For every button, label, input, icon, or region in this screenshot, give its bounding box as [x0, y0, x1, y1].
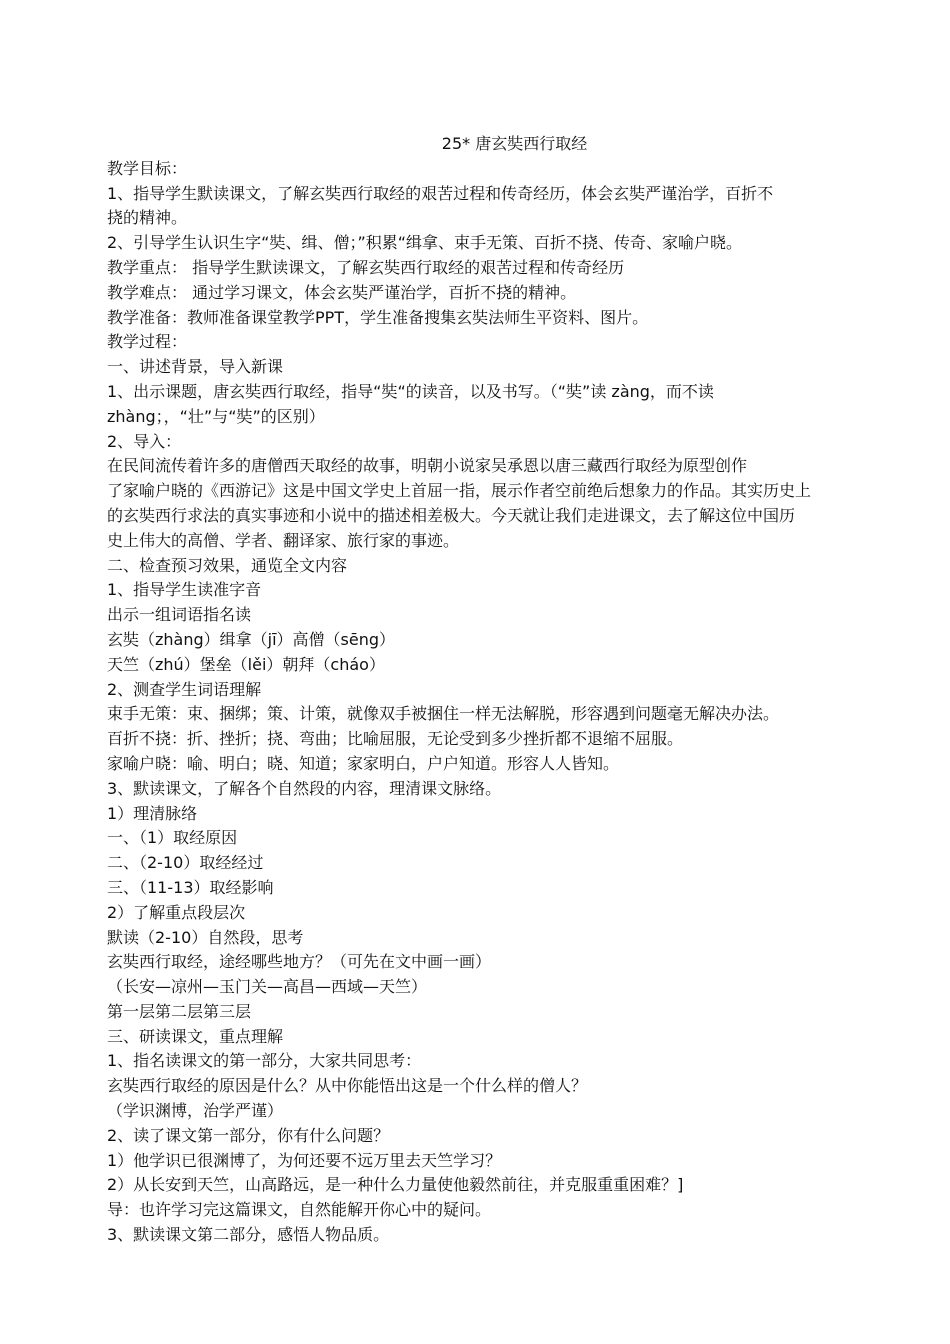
- text-line: 1、出示课题，唐玄奘西行取经，指导“奘“的读音，以及书写。（“奘”读 zàng，而不读: [107, 381, 714, 401]
- text-line: 2、测查学生词语理解: [107, 679, 262, 699]
- text-line: 默读（2-10）自然段，思考: [107, 927, 304, 947]
- text-line: 百折不挠：折、挫折；挠、弯曲；比喻屈服，无论受到多少挫折都不退缩不屈服。: [107, 729, 684, 749]
- text-line: 1）理清脉络: [107, 803, 198, 823]
- text-line: 玄奘西行取经的原因是什么？从中你能悟出这是一个什么样的僧人？: [107, 1076, 588, 1096]
- text-line: 的玄奘西行求法的真实事迹和小说中的描述相差极大。今天就让我们走进课文，去了解这位中国历: [107, 505, 796, 525]
- text-line: 史上伟大的高僧、学者、翻译家、旅行家的事迹。: [107, 530, 460, 550]
- text-line: 2、引导学生认识生字“奘、缉、僧；”积累“缉拿、束手无策、百折不挠、传奇、家喻户晓。: [107, 233, 743, 253]
- text-line: 2、读了课文第一部分，你有什么问题？: [107, 1125, 390, 1145]
- text-line: 三、（11-13）取经影响: [107, 877, 274, 897]
- document-page: [107, 132, 882, 1248]
- text-line: 束手无策：束、捆绑；策、计策，就像双手被捆住一样无法解脱，形容遇到问题毫无解决办法。: [107, 704, 780, 724]
- text-line: 2、导入：: [107, 431, 182, 451]
- text-line: 教学过程：: [107, 332, 188, 352]
- text-line: 导：也许学习完这篇课文，自然能解开你心中的疑问。: [107, 1200, 492, 1220]
- text-line: 玄奘（zhàng）缉拿（jī）高僧（sēng）: [107, 629, 396, 649]
- text-line: 3、默读课文第二部分，感悟人物品质。: [107, 1225, 390, 1245]
- text-line: 教学难点： 通过学习课文，体会玄奘严谨治学，百折不挠的精神。: [107, 282, 577, 302]
- text-line: 教学目标：: [107, 158, 188, 178]
- text-line: zhàng；，“壮”与“奘”的区别）: [107, 406, 325, 426]
- text-line: 教学准备：教师准备课堂教学PPT，学生准备搜集玄奘法师生平资料、图片。: [107, 307, 649, 327]
- text-line: 2）从长安到天竺，山高路远，是一种什么力量使他毅然前往，并克服重重困难？]: [107, 1175, 684, 1195]
- text-line: 了家喻户晓的《西游记》这是中国文学史上首屈一指，展示作者空前绝后想象力的作品。其实历史上: [107, 481, 812, 501]
- text-line: 出示一组词语指名读: [107, 605, 252, 625]
- text-line: 1、指导学生读准字音: [107, 580, 262, 600]
- text-line: （长安—凉州—玉门关—高昌—西域—天竺）: [107, 977, 428, 997]
- text-line: 挠的精神。: [107, 208, 188, 228]
- text-line: 二、（2-10）取经经过: [107, 853, 264, 873]
- text-line: 教学重点： 指导学生默读课文，了解玄奘西行取经的艰苦过程和传奇经历: [107, 257, 625, 277]
- text-line: 二、检查预习效果，通览全文内容: [107, 555, 348, 575]
- text-line: 1、指导学生默读课文，了解玄奘西行取经的艰苦过程和传奇经历，体会玄奘严谨治学，百折不: [107, 183, 774, 203]
- text-line: 一、（1）取经原因: [107, 828, 238, 848]
- text-line: 家喻户晓：喻、明白；晓、知道；家家明白，户户知道。形容人人皆知。: [107, 753, 620, 773]
- text-line: （学识渊博，治学严谨）: [107, 1101, 284, 1121]
- text-line: 在民间流传着许多的唐僧西天取经的故事，明朝小说家吴承恩以唐三藏西行取经为原型创作: [107, 456, 748, 476]
- text-line: 1）他学识已很渊博了，为何还要不远万里去天竺学习？: [107, 1150, 502, 1170]
- text-line: 三、研读课文，重点理解: [107, 1026, 284, 1046]
- document-title: 25* 唐玄奘西行取经: [441, 134, 588, 153]
- text-line: 1、指名读课文的第一部分，大家共同思考：: [107, 1051, 422, 1071]
- text-line: 一、讲述背景，导入新课: [107, 357, 284, 377]
- text-line: 天竺（zhú）堡垒（lěi）朝拜（cháo）: [107, 654, 385, 674]
- text-line: 第一层第二层第三层: [107, 1001, 252, 1021]
- text-line: 玄奘西行取经，途经哪些地方？（可先在文中画一画）: [107, 952, 492, 972]
- text-line: 2）了解重点段层次: [107, 902, 246, 922]
- text-line: 3、默读课文，了解各个自然段的内容，理清课文脉络。: [107, 778, 502, 798]
